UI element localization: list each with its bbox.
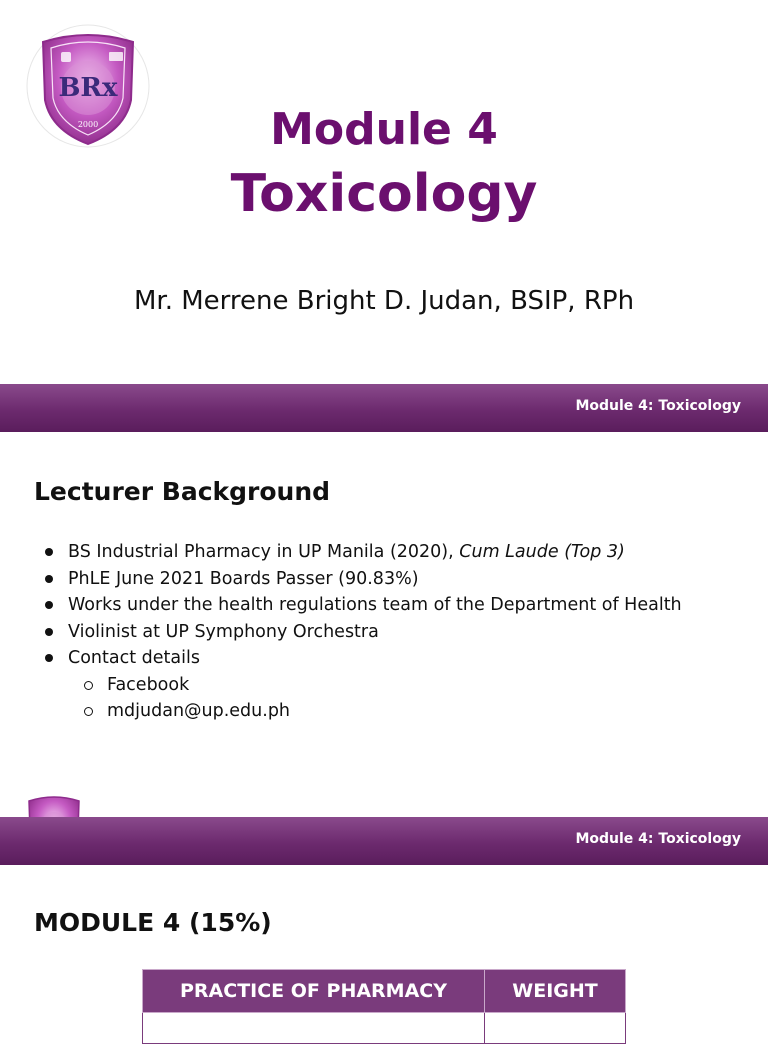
- footer-label: Module 4: Toxicology: [575, 398, 741, 414]
- title-slide: [0, 0, 768, 384]
- footer-label-2: Module 4: Toxicology: [575, 831, 741, 847]
- slide-title-topic: Toxicology: [230, 164, 538, 224]
- list-item: PhLE June 2021 Boards Passer (90.83%): [40, 566, 682, 593]
- lecturer-heading: Lecturer Background: [34, 477, 331, 506]
- module-weight-table: [142, 969, 626, 1044]
- logo-text: BRx: [58, 73, 118, 103]
- list-item: Contact details: [40, 645, 682, 672]
- cum-laude-text: Cum Laude (Top 3): [459, 542, 625, 562]
- table-cell: [485, 1013, 626, 1044]
- logo-year: 2000: [77, 120, 99, 129]
- slide-title-module: Module 4: [270, 104, 498, 155]
- table-cell: [143, 1013, 485, 1044]
- table-header-practice: PRACTICE OF PHARMACY: [143, 970, 485, 1013]
- slide-footer-band-2: [0, 817, 768, 865]
- list-item: Works under the health regulations team of the Department of Health: [40, 592, 682, 619]
- module-heading: MODULE 4 (15%): [34, 908, 272, 937]
- table-row: [143, 1013, 626, 1044]
- presenter-name: Mr. Merrene Bright D. Judan, BSIP, RPh: [133, 286, 635, 316]
- table-header-row: [143, 970, 626, 1013]
- table-header-weight: WEIGHT: [485, 970, 626, 1013]
- lecturer-bullets: [40, 539, 682, 725]
- sub-list-item-facebook[interactable]: Facebook: [40, 672, 682, 699]
- slide-footer-band: [0, 384, 768, 432]
- list-item: BS Industrial Pharmacy in UP Manila (2020), Cum Laude (Top 3): [40, 539, 682, 566]
- sub-list-item-email[interactable]: mdjudan@up.edu.ph: [40, 698, 682, 725]
- list-item: Violinist at UP Symphony Orchestra: [40, 619, 682, 646]
